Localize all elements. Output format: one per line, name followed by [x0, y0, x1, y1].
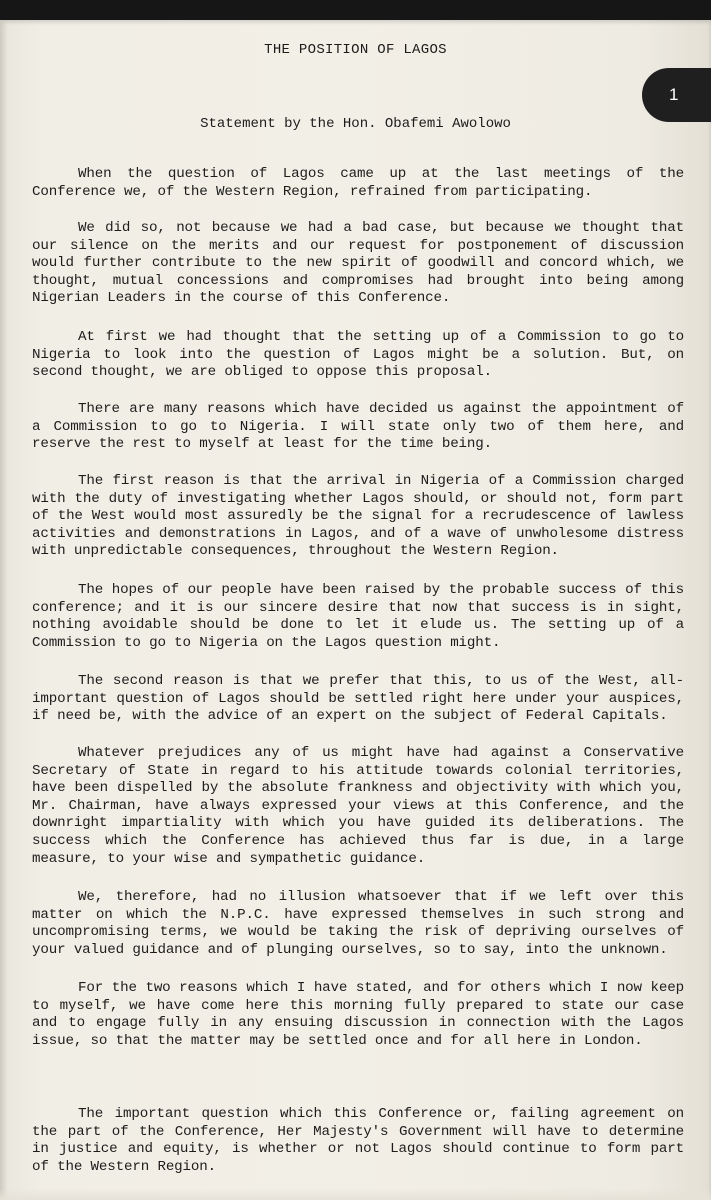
paragraph-6: The hopes of our people have been raised by the probable success of this conference; and it is our sincere desire that now that success is in sight, nothing avoidable should be done to let it elude us. The setting up of a Commission to go to Nigeria on the Lagos question might. [32, 582, 693, 651]
paragraph-9: We, therefore, had no illusion whatsoever that if we left over this matter on which the N.P.C. have expressed themselves in such strong and uncompromising terms, we would be taking the risk of depriving ourselves of your valued guidance and of plunging ourselves, so to say, into the unknown. [32, 889, 693, 958]
paragraph-3: At first we had thought that the setting up of a Commission to go to Nigeria to look into the question of Lagos might be a solution. But, on second thought, we are obliged to oppose this proposal. [32, 329, 693, 381]
paragraph-7: The second reason is that we prefer that this, to us of the West, all-important question of Lagos should be settled right here under your auspices, if need be, with the advice of an expert on the subject of Federal Capitals. [32, 673, 693, 725]
paragraph-11: The important question which this Conference or, failing agreement on the part of the Conference, Her Majesty's Government will have to determine in justice and equity, is whether or not Lagos should continue to form part of the Western Region. [32, 1106, 693, 1175]
document-page [0, 20, 711, 1200]
paragraph-8: Whatever prejudices any of us might have had against a Conservative Secretary of State in regard to his attitude towards colonial territories, have been dispelled by the absolute frankness and objectivity with which you, Mr. Chairman, have always expressed your views at this Conference, and the downright impartiality with which you have guided its deliberations. The success which the Conference has achieved thus far is due, in a large measure, to your wise and sympathetic guidance. [32, 745, 693, 867]
paragraph-2: We did so, not because we had a bad case, but because we thought that our silence on the merits and our request for postponement of discussion would further contribute to the new spirit of goodwill and concord which, we thought, mutual concessions and compromises had brought into being among Nigerian Leaders in the course of this Conference. [32, 220, 693, 307]
page-number-indicator[interactable] [642, 68, 711, 122]
paragraph-10: For the two reasons which I have stated, and for others which I now keep to myself, we have come here this morning fully prepared to state our case and to engage fully in any ensuing discussion in connection with the Lagos issue, so that the matter may be settled once and for all here in London. [32, 980, 693, 1049]
document-title: THE POSITION OF LAGOS [264, 42, 447, 58]
document-subtitle: Statement by the Hon. Obafemi Awolowo [200, 116, 511, 132]
viewer-top-bar [0, 0, 711, 20]
page-number-label: 1 [669, 85, 679, 104]
paragraph-4: There are many reasons which have decided us against the appointment of a Commission to go to Nigeria. I will state only two of them here, and reserve the rest to myself at least for the time being. [32, 401, 693, 453]
paragraph-5: The first reason is that the arrival in Nigeria of a Commission charged with the duty of investigating whether Lagos should, or should not, form part of the West would most assuredly be the signal for a recrudescence of lawless activities and demonstrations in Lagos, and of a wave of unwholesome distress with unpredictable consequences, throughout the Western Region. [32, 473, 693, 560]
page-bottom-fade [0, 1188, 711, 1200]
page-left-edge [0, 20, 8, 1200]
paragraph-1: When the question of Lagos came up at the last meetings of the Conference we, of the Western Region, refrained from participating. [32, 166, 693, 200]
